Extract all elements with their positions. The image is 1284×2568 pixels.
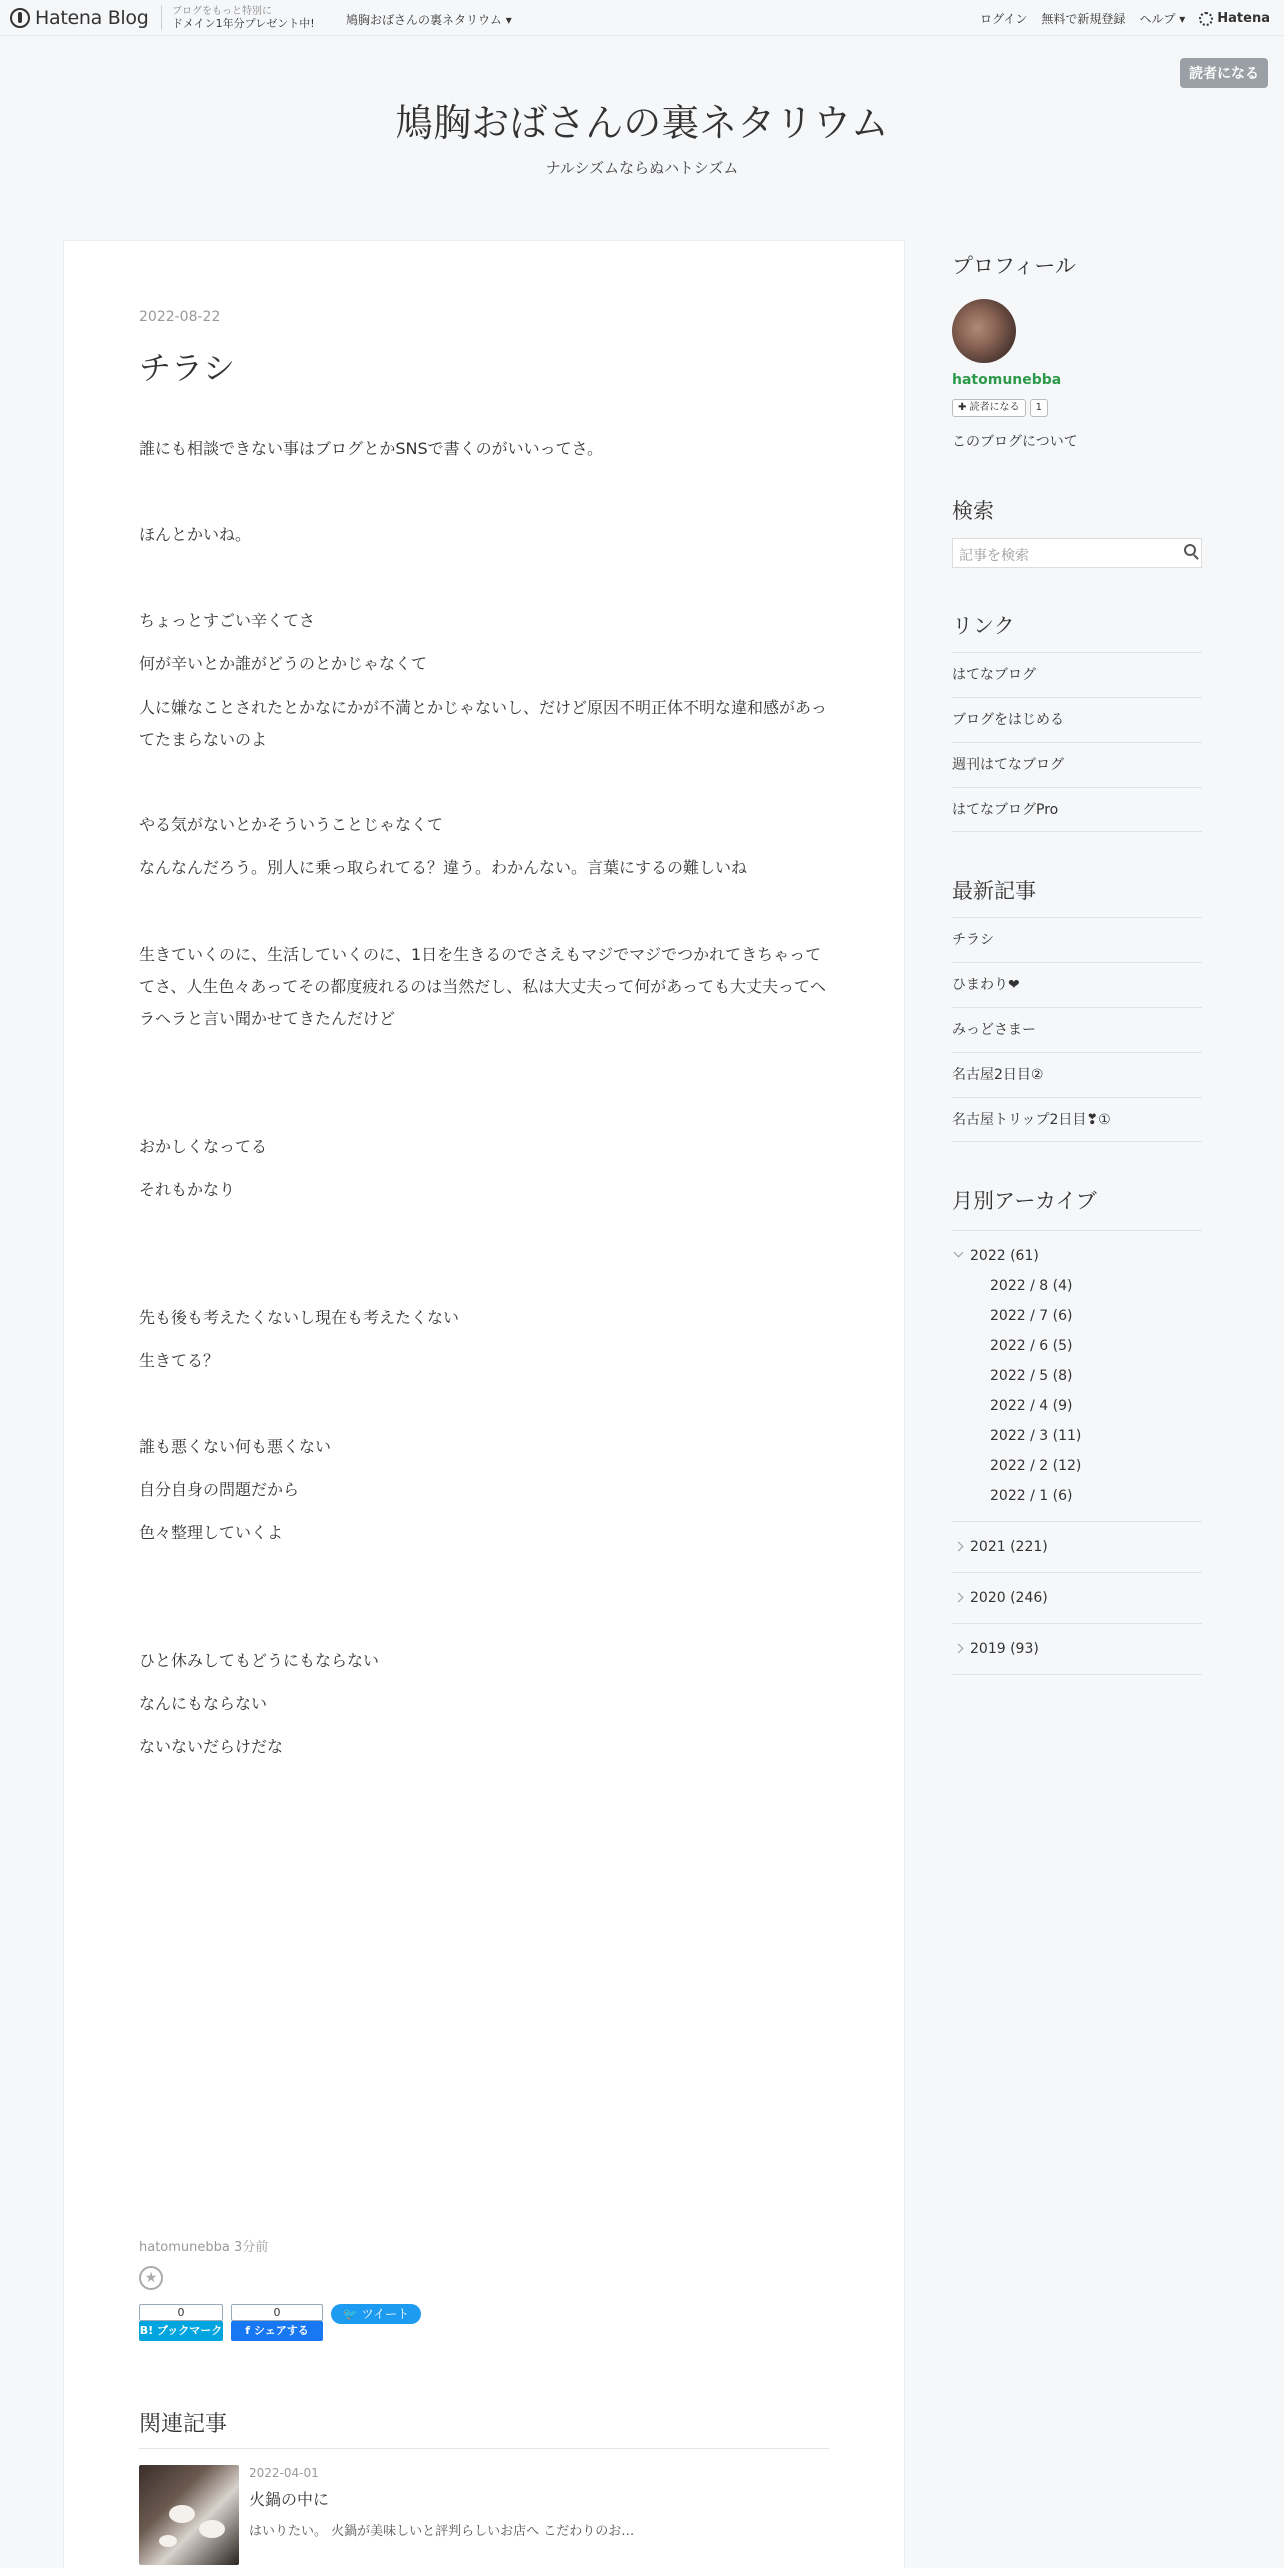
entry-line: 誰にも相談できない事はブログとかSNSで書くのがいいってさ。 <box>139 439 603 458</box>
share-buttons <box>139 2304 421 2341</box>
chevron-down-icon <box>954 1248 964 1258</box>
facebook-share-label: f シェアする <box>231 2321 323 2341</box>
entry-line: 色々整理していくよ <box>139 1523 284 1542</box>
links-heading-wrap <box>952 610 1015 640</box>
entry-line: やる気がないとかそういうことじゃなくて <box>139 815 444 834</box>
archive-year-label: 2021 (221) <box>970 1539 1048 1555</box>
related-article-title[interactable]: 火鍋の中に <box>249 2490 330 2509</box>
recent-entry-item[interactable]: チラシ <box>952 917 1202 962</box>
entry-line: 人に嫌なことされたとかなにかが不満とかじゃないし、だけど原因不明正体不明な違和感があってたまらないのよ <box>139 698 827 749</box>
global-header <box>0 0 1284 36</box>
search-heading: 検索 <box>952 499 994 523</box>
entry-author-time[interactable]: hatomunebba 3分前 <box>139 2240 269 2255</box>
chevron-right-icon <box>954 1644 964 1654</box>
profile-subscribe-button[interactable]: ✚ 読者になる <box>952 399 1026 417</box>
entry-line: 生きてる？ <box>139 1351 220 1370</box>
archive-year-toggle[interactable] <box>952 1583 1202 1613</box>
profile-subscribe <box>952 399 1048 417</box>
profile-heading: プロフィール <box>952 254 1076 278</box>
hatena-logo[interactable] <box>1199 11 1270 26</box>
entry-date[interactable]: 2022-08-22 <box>139 309 221 325</box>
hatena-bookmark-label: B! ブックマーク <box>139 2321 223 2341</box>
archive-heading-wrap <box>952 1185 1097 1215</box>
archive-year-group <box>952 1572 1202 1623</box>
archive-year-toggle[interactable] <box>952 1241 1202 1271</box>
entry-line: 誰も悪くない何も悪くない <box>139 1437 332 1456</box>
archive-month-link[interactable]: 2022 / 3 (11) <box>990 1428 1082 1444</box>
links-list <box>952 652 1202 832</box>
facebook-share-button[interactable] <box>231 2304 323 2341</box>
entry-line: それもかなり <box>139 1180 236 1199</box>
archive-year-label: 2022 (61) <box>970 1248 1039 1264</box>
archive-heading: 月別アーカイブ <box>952 1189 1097 1213</box>
related-article-excerpt: はいりたい。 火鍋が美味しいと評判らしいお店へ こだわりのお… <box>249 2524 635 2539</box>
entry-line: 何が辛いとか誰がどうのとかじゃなくて <box>139 654 428 673</box>
tweet-label: ツイート <box>361 2307 410 2321</box>
divider <box>139 2448 829 2449</box>
tweet-button[interactable] <box>331 2304 421 2324</box>
subscribe-button[interactable]: 読者になる <box>1180 58 1268 88</box>
promo-line-1: ブログをもっと特別に <box>172 6 272 17</box>
help-dropdown[interactable]: ヘルプ ▾ <box>1139 12 1186 26</box>
profile-username[interactable]: hatomunebba <box>952 372 1062 388</box>
hatena-wordmark: Hatena <box>1217 11 1270 26</box>
hatena-logo-icon <box>1199 12 1213 26</box>
recent-entry-item[interactable]: 名古屋トリップ2日目❣① <box>952 1097 1202 1142</box>
recent-heading-wrap <box>952 875 1036 905</box>
link-item[interactable]: ブログをはじめる <box>952 697 1202 742</box>
archive-month-link[interactable]: 2022 / 2 (12) <box>990 1458 1082 1474</box>
archive-year-label: 2020 (246) <box>970 1590 1048 1606</box>
hatena-blog-logo-icon <box>10 8 30 28</box>
search-button[interactable] <box>1172 538 1202 568</box>
avatar[interactable] <box>952 299 1016 363</box>
related-articles-heading: 関連記事 <box>139 2412 228 2437</box>
promo-line-2: ドメイン1年分プレゼント中! <box>172 17 315 30</box>
entry-line: 自分自身の問題だから <box>139 1480 300 1499</box>
add-star-button[interactable] <box>139 2266 163 2290</box>
entry-header <box>139 309 829 389</box>
links-heading: リンク <box>952 614 1015 638</box>
archive-month-link[interactable]: 2022 / 5 (8) <box>990 1368 1073 1384</box>
search-input[interactable]: 記事を検索 <box>952 538 1202 568</box>
profile-module <box>952 250 1202 460</box>
recent-entries-heading: 最新記事 <box>952 879 1036 903</box>
domain-promo-link[interactable] <box>161 6 315 30</box>
hatena-blog-wordmark: Hatena Blog <box>35 7 149 29</box>
archive-year-toggle[interactable] <box>952 1532 1202 1562</box>
recent-entry-item[interactable]: ひまわり❤ <box>952 962 1202 1007</box>
facebook-share-count: 0 <box>231 2304 323 2321</box>
related-article-date: 2022-04-01 <box>249 2466 319 2480</box>
chevron-right-icon <box>954 1542 964 1552</box>
hatena-bookmark-count: 0 <box>139 2304 223 2321</box>
link-item[interactable]: 週刊はてなブログ <box>952 742 1202 787</box>
archive-year-group <box>952 1623 1202 1675</box>
blog-title[interactable]: 鳩胸おばさんの裏ネタリウム <box>395 101 889 145</box>
link-item[interactable]: はてなブログ <box>952 652 1202 697</box>
entry-line: ほんとかいね。 <box>139 525 252 544</box>
entry-line: ないないだらけだな <box>139 1737 284 1756</box>
archive-month-link[interactable]: 2022 / 6 (5) <box>990 1338 1073 1354</box>
search-icon <box>1184 544 1196 556</box>
archive-year-group <box>952 1230 1202 1521</box>
entry-line: 先も後も考えたくないし現在も考えたくない <box>139 1308 460 1327</box>
blog-description: ナルシズムならぬハトシズム <box>545 159 739 177</box>
entry-line: おかしくなってる <box>139 1137 268 1156</box>
star-icon: ★ <box>144 2270 158 2286</box>
archive-month-link[interactable]: 2022 / 7 (6) <box>990 1308 1073 1324</box>
related-article-thumbnail[interactable] <box>139 2465 239 2565</box>
archive-year-group <box>952 1521 1202 1572</box>
archive-month-link[interactable]: 2022 / 8 (4) <box>990 1278 1073 1294</box>
recent-entry-item[interactable]: みっどさまー <box>952 1007 1202 1052</box>
monthly-archive <box>952 1230 1202 1675</box>
hatena-blog-logo[interactable] <box>10 7 149 29</box>
search-module <box>952 495 994 525</box>
archive-year-toggle[interactable] <box>952 1634 1202 1664</box>
archive-month-link[interactable]: 2022 / 1 (6) <box>990 1488 1073 1504</box>
entry-line: なんなんだろう。別人に乗っ取られてる？違う。わかんない。言葉にするの難しいね <box>139 858 748 877</box>
entry-line: 生きていくのに、生活していくのに、1日を生きるのでさえもマジでマジでつかれてきちゃっててさ、人生色々あってその都度疲れるのは当然だし、私は大丈夫って何があっても大丈夫ってヘラヘラと言い聞かせてきたんだけど <box>139 945 827 1028</box>
archive-month-link[interactable]: 2022 / 4 (9) <box>990 1398 1073 1414</box>
subscriber-count[interactable]: 1 <box>1030 399 1048 417</box>
login-link[interactable]: ログイン <box>980 12 1028 26</box>
entry-line: ちょっとすごい辛くてさ <box>139 611 316 630</box>
recent-entries-list <box>952 917 1202 1142</box>
about-blog-link[interactable]: このブログについて <box>952 434 1078 450</box>
entry-line: なんにもならない <box>139 1694 268 1713</box>
signup-link[interactable]: 無料で新規登録 <box>1041 12 1126 26</box>
archive-year-label: 2019 (93) <box>970 1641 1039 1657</box>
hatena-bookmark-button[interactable] <box>139 2304 223 2341</box>
blog-menu-dropdown[interactable]: 鳩胸おばさんの裏ネタリウム ▾ <box>346 13 512 27</box>
entry-title[interactable]: チラシ <box>139 349 236 387</box>
chevron-right-icon <box>954 1593 964 1603</box>
twitter-bird-icon: 🐦 <box>342 2307 362 2321</box>
recent-entry-item[interactable]: 名古屋2日目② <box>952 1052 1202 1097</box>
link-item[interactable]: はてなブログPro <box>952 787 1202 832</box>
entry-line: ひと休みしてもどうにもならない <box>139 1651 380 1670</box>
article-container <box>63 240 905 2568</box>
